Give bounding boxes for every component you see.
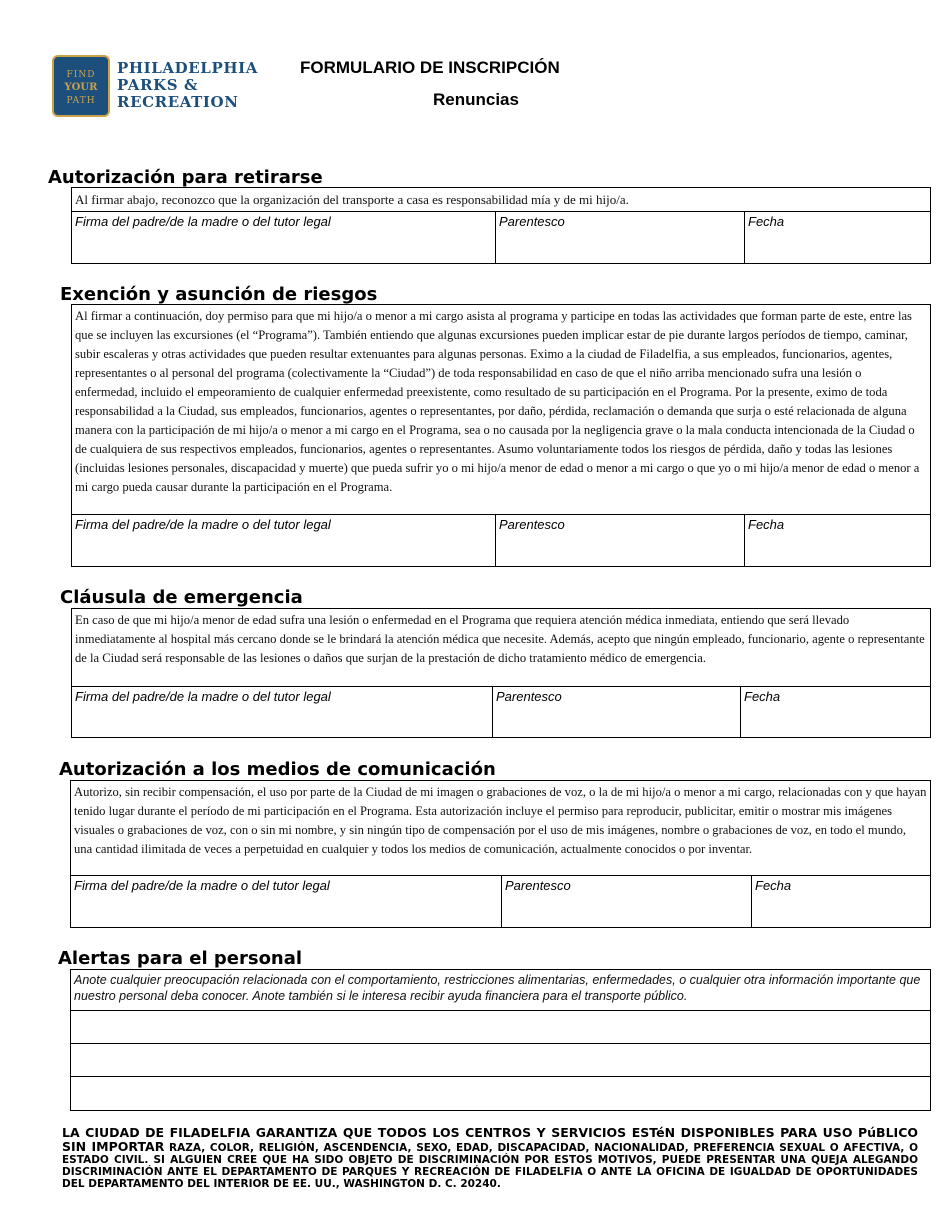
notice-body: RAZA, COLOR, RELIGIÓN, ASCENDENCIA, SEXO, EDAD, DISCAPACIDAD, NACIONALIDAD, PREFERENCIA SEXUAL O AFECTIVA, O ESTADO CIVIL. SI ALGUIEN CREE QUE HA SIDO OBJETO DE DISCRIMINACIÓN POR ESTOS MOTIVOS, PUEDE PRESENTAR UNA QUEJA ALEGANDO DISCRIMINACIÓN ANTE EL DEPARTAMENTO DE PARQUES Y RECREACIÓN DE FILADELFIA O ANTE LA OFICINA DE IGUALDAD DE OPORTUNIDADES DEL DEPARTAMENTO DEL INTERIOR DE EE. UU., WASHINGTON D. C. 20240. xyxy=(62,1142,919,1190)
logo-badge-line-1: FIND xyxy=(66,70,96,80)
date-field[interactable]: Fecha xyxy=(744,515,930,566)
date-field[interactable]: Fecha xyxy=(744,212,930,263)
alertas-input-line-2[interactable] xyxy=(71,1043,930,1077)
relationship-field[interactable]: Parentesco xyxy=(495,515,744,566)
section-heading-alertas: Alertas para el personal xyxy=(58,948,303,969)
nondiscrimination-notice xyxy=(62,1126,918,1190)
logo-badge xyxy=(52,55,110,117)
logo-wordmark xyxy=(117,60,258,111)
relationship-field[interactable]: Parentesco xyxy=(501,876,751,927)
signature-field[interactable]: Firma del padre/de la madre o del tutor legal xyxy=(75,214,331,229)
retiro-box xyxy=(71,187,931,264)
medios-box xyxy=(70,780,931,928)
retiro-text: Al firmar abajo, reconozco que la organización del transporte a casa es responsabilidad mía y de mi hijo/a. xyxy=(75,192,629,207)
exencion-text: Al firmar a continuación, doy permiso para que mi hijo/a o menor a mi cargo asista al programa y participe en todas las actividades que forman parte de este, entre las que se incluyen las excursiones (el “Programa”). También entiendo que algunas excursiones pueden implicar estar de pie durante largos períodos de tiempo, caminar, subir escaleras y otras actividades que pueden resultar extenuantes para algunas personas. Eximo a la ciudad de Filadelfia, a sus empleados, funcionarios, agentes, representantes o al personal del programa (colectivamente la “Ciudad”) de toda responsabilidad en caso de que el niño arriba mencionado sufra una lesión o enfermedad, incluido el empeoramiento de cualquier enfermedad preexistente, como resultado de su participación en el Programa. Por la presente, eximo de toda responsabilidad a la Ciudad, sus empleados, funcionarios, agentes o representantes, por daño, pérdida, reclamación o demanda que surja o esté relacionada de alguna manera con la participación de mi hijo/a o menor a mi cargo en el Programa, sea o no causada por la negligencia grave o la mala conducta intencionada de la Ciudad o de cualquiera de sus respectivos empleados, funcionarios, agentes o representantes. Asumo voluntariamente todos los riesgos de pérdida, daño y todas las lesiones (incluidas lesiones personales, discapacidad y muerte) que pueda sufrir yo o mi hijo/a menor de edad o menor a mi cargo o que yo o mi hijo/a menor de edad o menor a mi cargo pueda causar durante la participación en el Programa. xyxy=(75,309,920,494)
alertas-box xyxy=(70,969,931,1111)
exencion-signature-row xyxy=(72,514,930,566)
logo-badge-graphic xyxy=(54,57,108,115)
section-heading-exencion: Exención y asunción de riesgos xyxy=(60,284,378,305)
signature-field[interactable]: Firma del padre/de la madre o del tutor legal xyxy=(75,689,331,704)
logo-badge-line-3: PATH xyxy=(66,96,96,106)
relationship-field[interactable]: Parentesco xyxy=(492,687,740,737)
notice-lead: LA CIUDAD DE FILADELFIA GARANTIZA QUE TODOS LOS CENTROS Y SERVICIOS ESTéN DISPONIBLES PARA USO PúBLICO SIN IMPORTAR xyxy=(62,1125,918,1154)
logo-line-1: PHILADELPHIA xyxy=(117,59,258,77)
logo-line-3: RECREATION xyxy=(117,93,239,111)
alertas-input-line-1[interactable] xyxy=(71,1010,930,1044)
section-heading-retiro: Autorización para retirarse xyxy=(48,167,323,188)
form-subtitle: Renuncias xyxy=(433,90,519,109)
logo-line-2: PARKS & xyxy=(117,76,199,94)
signature-field[interactable]: Firma del padre/de la madre o del tutor legal xyxy=(75,517,331,532)
exencion-box xyxy=(71,304,931,567)
signature-field[interactable]: Firma del padre/de la madre o del tutor legal xyxy=(74,878,330,893)
section-heading-medios: Autorización a los medios de comunicación xyxy=(59,759,496,780)
logo-badge-line-2: YOUR xyxy=(64,82,98,93)
emergencia-text: En caso de que mi hijo/a menor de edad sufra una lesión o enfermedad en el Programa que requiera atención médica inmediata, entiendo que será llevado inmediatamente al hospital más cercano donde se le brindará la atención médica que necesite. Además, acepto que ningún empleado, funcionario, agente o representante de la Ciudad será responsable de las lesiones o daños que surjan de la prestación de dicho tratamiento médico de emergencia. xyxy=(75,613,925,665)
retiro-signature-row xyxy=(72,211,930,263)
emergencia-box xyxy=(71,608,931,738)
section-heading-emergencia: Cláusula de emergencia xyxy=(60,587,303,608)
date-field[interactable]: Fecha xyxy=(751,876,930,927)
relationship-field[interactable]: Parentesco xyxy=(495,212,744,263)
medios-text: Autorizo, sin recibir compensación, el uso por parte de la Ciudad de mi imagen o grabaciones de voz, o la de mi hijo/a o menor a mi cargo, relacionadas con y que hayan tenido lugar durante el período de mi participación en el Programa. Esta autorización incluye el permiso para reproducir, publicitar, emitir o mostrar mis imágenes visuales o grabaciones de voz, con o sin mi nombre, y sin ningún tipo de compensación por el uso de mis imágenes, nombre o grabaciones de voz, en todo el mundo, una cantidad ilimitada de veces a perpetuidad en cualquier y todos los medios de comunicación, actualmente conocidos o por inventar. xyxy=(74,785,927,856)
form-title: FORMULARIO DE INSCRIPCIÓN xyxy=(300,58,560,77)
date-field[interactable]: Fecha xyxy=(740,687,930,737)
emergencia-signature-row xyxy=(72,686,930,737)
medios-signature-row xyxy=(71,875,930,927)
alertas-instructions: Anote cualquier preocupación relacionada con el comportamiento, restricciones alimentarias, enfermedades, o cualquier otra información importante que nuestro personal deba conocer. Anote también si le interesa recibir ayuda financiera para el transporte público. xyxy=(74,973,921,1003)
alertas-input-line-3[interactable] xyxy=(71,1076,930,1110)
